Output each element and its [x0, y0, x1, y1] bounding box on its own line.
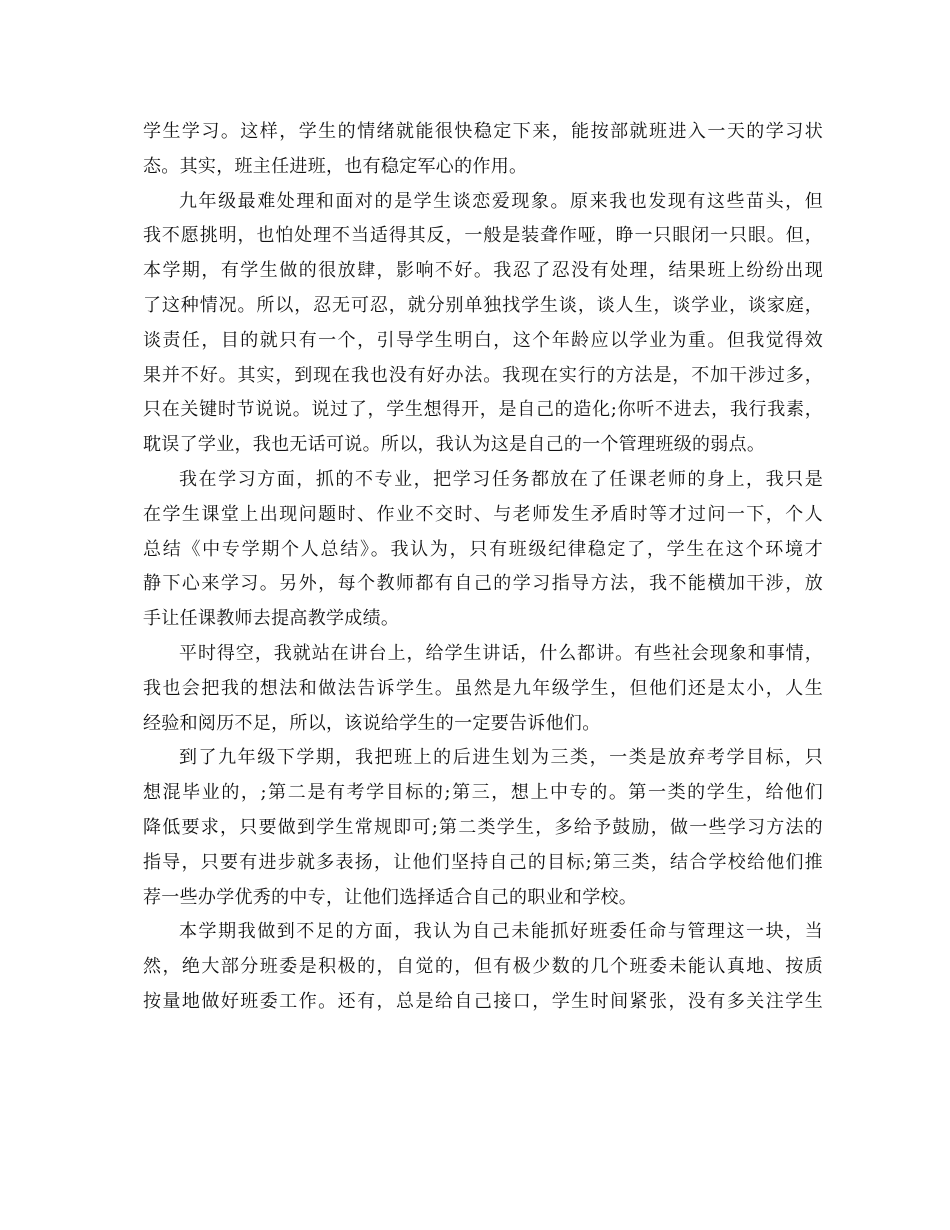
text-line: 只在关键时节说说。说过了，学生想得开，是自己的造化;你听不进去，我行我素， — [143, 399, 823, 421]
text-line: 荐一些办学优秀的中专，让他们选择适合自己的职业和学校。 — [143, 886, 638, 908]
text-line: 然，绝大部分班委是积极的，自觉的，但有极少数的几个班委未能认真地、按质 — [143, 956, 823, 978]
text-line: 按量地做好班委工作。还有，总是给自己接口，学生时间紧张，没有多关注学生 — [143, 990, 823, 1012]
text-line: 总结《中专学期个人总结》。我认为，只有班级纪律稳定了，学生在这个环境才 — [143, 538, 823, 560]
text-line: 静下心来学习。另外，每个教师都有自己的学习指导方法，我不能横加干涉，放 — [143, 573, 823, 595]
text-line: 谈责任，目的就只有一个，引导学生明白，这个年龄应以学业为重。但我觉得效 — [143, 329, 823, 351]
text-line: 指导，只要有进步就多表扬，让他们坚持自己的目标;第三类，结合学校给他们推 — [143, 851, 823, 873]
text-line: 我在学习方面，抓的不专业，把学习任务都放在了任课老师的身上，我只是 — [179, 468, 823, 490]
text-line: 本学期我做到不足的方面，我认为自己未能抓好班委任命与管理这一块，当 — [179, 921, 823, 943]
text-line: 态。其实，班主任进班，也有稳定军心的作用。 — [143, 155, 528, 177]
text-line: 想混毕业的，;第二是有考学目标的;第三，想上中专的。第一类的学生，给他们 — [143, 782, 823, 804]
text-line: 了这种情况。所以，忍无可忍，就分别单独找学生谈，谈人生，谈学业，谈家庭， — [143, 294, 823, 316]
text-line: 在学生课堂上出现问题时、作业不交时、与老师发生矛盾时等才过问一下，个人 — [143, 503, 823, 525]
text-line: 耽误了学业，我也无话可说。所以，我认为这是自己的一个管理班级的弱点。 — [143, 434, 766, 456]
text-line: 我也会把我的想法和做法告诉学生。虽然是九年级学生，但他们还是太小，人生 — [143, 677, 823, 699]
text-line: 本学期，有学生做的很放肆，影响不好。我忍了忍没有处理，结果班上纷纷出现 — [143, 260, 823, 282]
text-line: 九年级最难处理和面对的是学生谈恋爱现象。原来我也发现有这些苗头，但 — [179, 190, 823, 212]
text-line: 平时得空，我就站在讲台上，给学生讲话，什么都讲。有些社会现象和事情， — [179, 642, 823, 664]
text-line: 降低要求，只要做到学生常规即可;第二类学生，多给予鼓励，做一些学习方法的 — [143, 816, 823, 838]
text-line: 果并不好。其实，到现在我也没有好办法。我现在实行的方法是，不加干涉过多， — [143, 364, 823, 386]
text-line: 手让任课教师去提高教学成绩。 — [143, 608, 400, 630]
text-line: 到了九年级下学期，我把班上的后进生划为三类，一类是放弃考学目标，只 — [179, 747, 823, 769]
text-line: 经验和阅历不足，所以，该说给学生的一定要告诉他们。 — [143, 712, 601, 734]
text-line: 我不愿挑明，也怕处理不当适得其反，一般是装聋作哑，睁一只眼闭一只眼。但， — [143, 225, 823, 247]
text-line: 学生学习。这样，学生的情绪就能很快稳定下来，能按部就班进入一天的学习状 — [143, 121, 823, 142]
document-body — [143, 115, 823, 1020]
